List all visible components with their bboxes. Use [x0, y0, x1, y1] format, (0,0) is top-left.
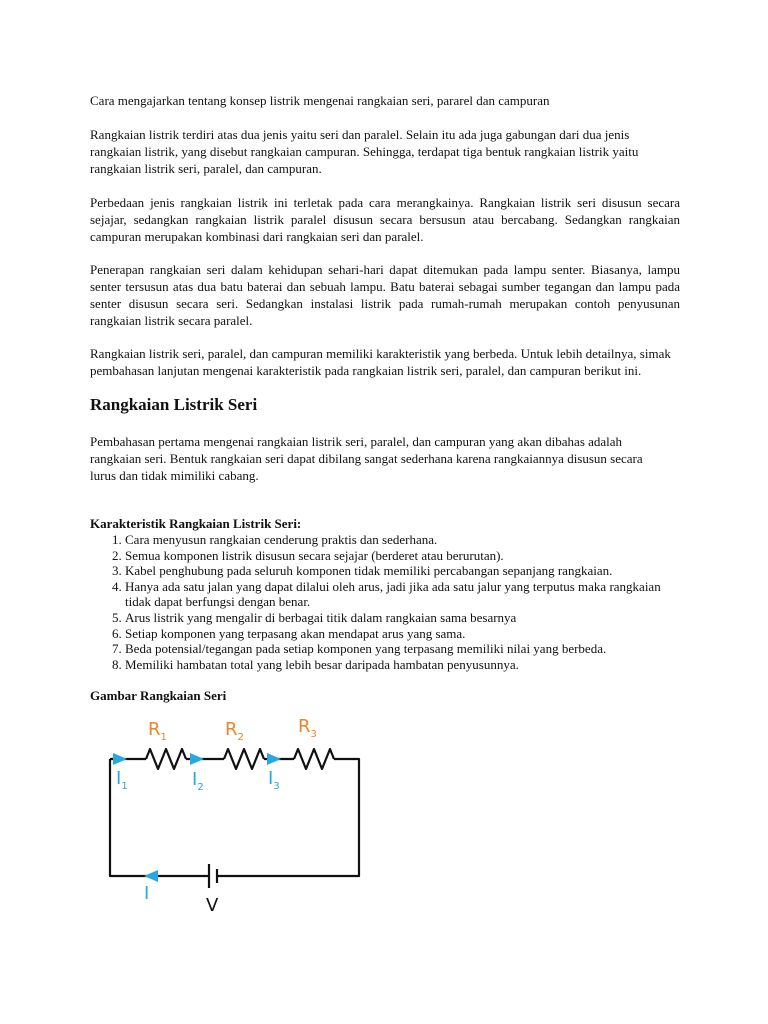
section-intro	[90, 433, 655, 484]
document-title: Cara mengajarkan tentang konsep listrik mengenai rangkaian seri, pararel dan campuran	[90, 93, 550, 108]
resistor-1-zigzag	[146, 749, 186, 769]
list-item: 5. Arus listrik yang mengalir di berbagai titik dalam rangkaian sama besarnya	[125, 610, 680, 626]
list-item: 8. Memiliki hambatan total yang lebih besar daripada hambatan penyusunnya.	[125, 657, 680, 673]
paragraph-text: Penerapan rangkaian seri dalam kehidupan sehari-hari dapat ditemukan pada lampu senter. Biasanya, lampu senter tersusun atas dua batu baterai dan sebuah lampu. Batu baterai sebagai sumber tegangan dan lampu pada senter disusun secara seri. Sedangkan instalasi listrik pada rumah-rumah merupakan contoh penyusunan rangkaian listrik secara paralel.	[90, 262, 680, 328]
resistor-label-2: $R_2$	[225, 719, 244, 743]
resistor-label-3: $R_3$	[298, 716, 317, 740]
paragraph-text: Rangkaian listrik terdiri atas dua jenis yaitu seri dan paralel. Selain itu ada juga gabungan dari dua jenis rangkaian listrik, yang disebut rangkaian campuran. Sehingga, terdapat tiga bentuk rangkaian listrik yaitu rangkaian listrik seri, paralel, dan campuran.	[90, 127, 639, 176]
current-label-1: $I_1$	[116, 768, 128, 792]
list-item: 2. Semua komponen listrik disusun secara sejajar (berderet atau berurutan).	[125, 548, 680, 564]
figure-heading: Gambar Rangkaian Seri	[90, 688, 227, 703]
paragraph-4	[90, 345, 680, 379]
paragraph-3	[90, 261, 680, 329]
list-item: 1. Cara menyusun rangkaian cenderung praktis dan sederhana.	[125, 532, 680, 548]
wire	[217, 759, 359, 876]
characteristics-heading: Karakteristik Rangkaian Listrik Seri:	[90, 516, 302, 531]
series-circuit-diagram	[98, 708, 368, 923]
voltage-label: V	[206, 895, 219, 916]
list-item: 4. Hanya ada satu jalan yang dapat dilalui oleh arus, jadi jika ada satu jalur yang terputus maka rangkaian tidak dapat berfungsi dengan benar.	[125, 579, 680, 610]
figure-heading-block	[90, 688, 680, 704]
current-arrow-3	[267, 753, 281, 765]
list-item: 7. Beda potensial/tegangan pada setiap komponen yang terpasang memiliki nilai yang berbeda.	[125, 641, 680, 657]
characteristics-list	[90, 532, 680, 672]
current-label-2: $I_2$	[192, 769, 204, 793]
section-heading: Rangkaian Listrik Seri	[90, 395, 258, 414]
current-arrow-2	[190, 753, 204, 765]
list-item: 6. Setiap komponen yang terpasang akan mendapat arus yang sama.	[125, 626, 680, 642]
main-current-label: I	[144, 883, 150, 904]
main-current-arrow	[144, 870, 158, 882]
paragraph-text: Rangkaian listrik seri, paralel, dan campuran memiliki karakteristik yang berbeda. Untuk lebih detailnya, simak pembahasan lanjutan mengenai karakteristik pada rangkaian listrik seri, paralel, dan campuran berikut ini.	[90, 346, 671, 378]
current-label-3: $I_3$	[268, 768, 280, 792]
paragraph-text: Perbedaan jenis rangkaian listrik ini terletak pada cara merangkainya. Rangkaian listrik seri disusun secara sejajar, sedangkan rangkaian listrik paralel disusun secara bersusun atau bercabang. Sedangkan rangkaian campuran merupakan kombinasi dari rangkaian seri dan paralel.	[90, 195, 680, 244]
resistor-label-1: $R_1$	[148, 719, 167, 743]
characteristics-block	[90, 516, 680, 672]
resistor-3-zigzag	[294, 749, 334, 769]
current-arrow-1	[113, 753, 127, 765]
section-intro-text: Pembahasan pertama mengenai rangkaian listrik seri, paralel, dan campuran yang akan dibahas adalah rangkaian seri. Bentuk rangkaian seri dapat dibilang sangat sederhana karena rangkaiannya disusun secara lurus dan tidak mimiliki cabang.	[90, 434, 643, 483]
list-item: 3. Kabel penghubung pada seluruh komponen tidak memiliki percabangan sepanjang rangkaian.	[125, 563, 680, 579]
paragraph-1	[90, 126, 680, 177]
resistor-2-zigzag	[224, 749, 264, 769]
paragraph-2	[90, 194, 680, 245]
